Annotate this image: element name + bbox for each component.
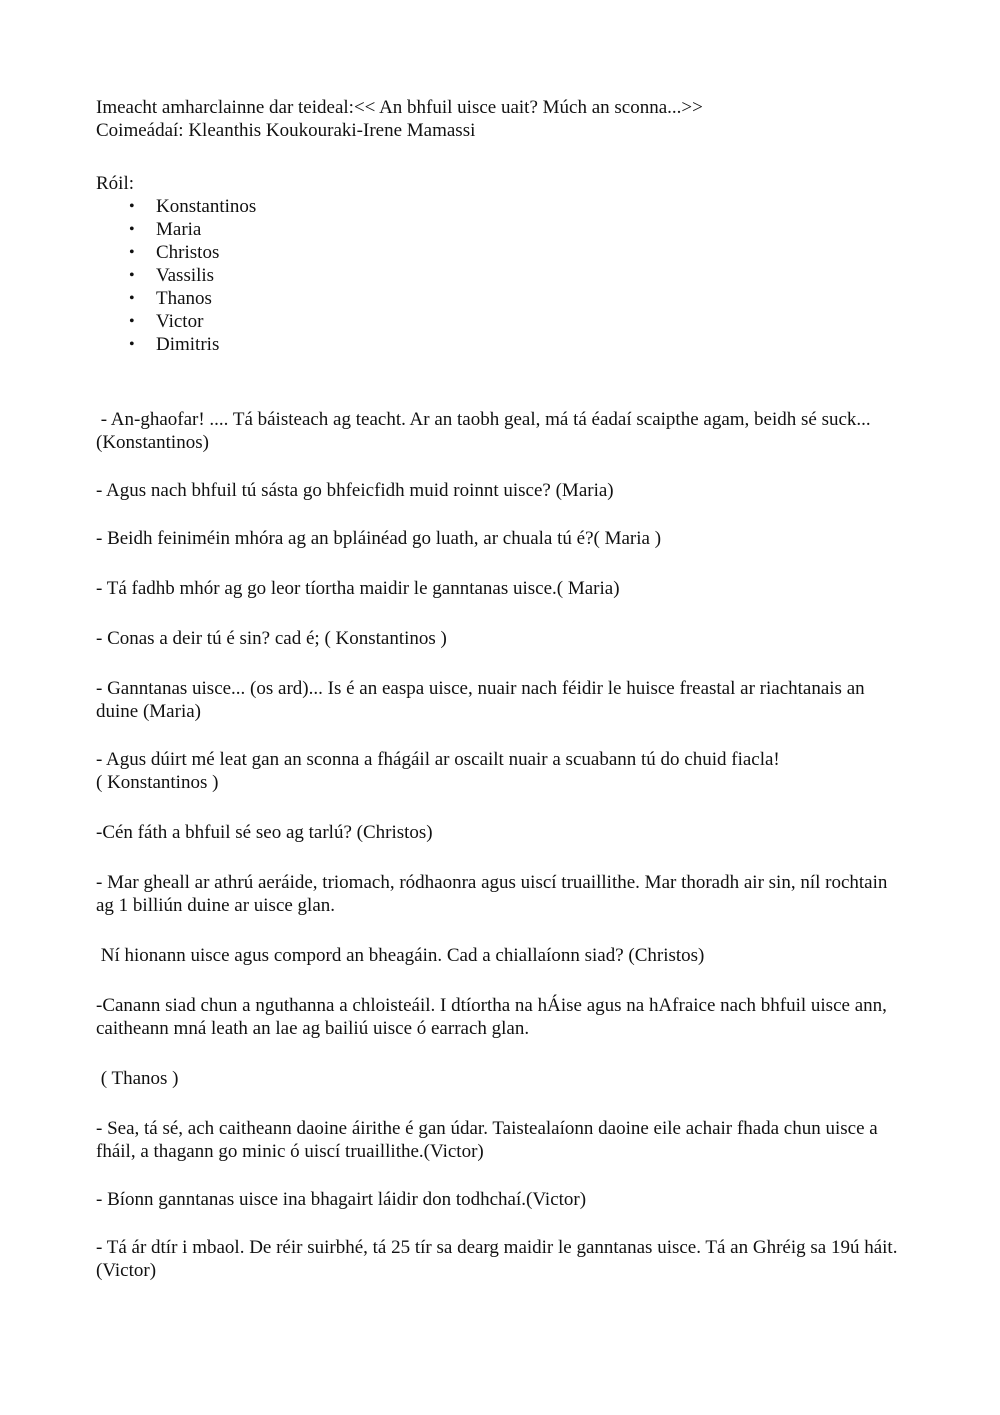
bullet-icon: • (129, 267, 135, 284)
role-name: Thanos (156, 288, 212, 309)
dialogue-line: - Ganntanas uisce... (os ard)... Is é an easpa uisce, nuair nach féidir le huisce freastal ar riachtanais an duine (Maria) (96, 678, 870, 722)
coordinators-line: Coimeádaí: Kleanthis Koukouraki-Irene Mamassi (96, 120, 476, 141)
role-name: Vassilis (156, 265, 215, 286)
document-page (96, 96, 906, 1307)
dialogue-line: - Sea, tá sé, ach caitheann daoine áirithe é gan údar. Taistealaíonn daoine eile achair fhada chun uisce a fháil, a thagann go minic ó uiscí truaillithe.(Victor) (96, 1118, 883, 1162)
role-item (96, 241, 906, 264)
role-name: Victor (156, 311, 204, 332)
dialogue-line: - Tá fadhb mhór ag go leor tíortha maidir le ganntanas uisce.( Maria) (96, 578, 620, 599)
bullet-icon: • (129, 313, 135, 330)
dialogue-line: - Agus nach bhfuil tú sásta go bhfeicfidh muid roinnt uisce? (Maria) (96, 480, 614, 501)
dialogue-line: - Bíonn ganntanas uisce ina bhagairt láidir don todhchaí.(Victor) (96, 1189, 587, 1210)
role-item (96, 310, 906, 333)
role-name: Maria (156, 219, 202, 240)
bullet-icon: • (129, 336, 135, 353)
dialogue-line: - Conas a deir tú é sin? cad é; ( Konstantinos ) (96, 628, 447, 649)
role-item (96, 195, 906, 218)
role-item (96, 333, 906, 356)
dialogue-line: -Cén fáth a bhfuil sé seo ag tarlú? (Christos) (96, 822, 433, 843)
bullet-icon: • (129, 221, 135, 238)
dialogue-line: - Agus dúirt mé leat gan an sconna a fhágáil ar oscailt nuair a scuabann tú do chuid fiacla! ( Konstantinos ) (96, 749, 780, 793)
dialogue-line: - Mar gheall ar athrú aeráide, triomach, ródhaonra agus uiscí truaillithe. Mar thoradh air sin, níl rochtain ag 1 billiún duine ar uisce glan. (96, 872, 893, 916)
bullet-icon: • (129, 198, 135, 215)
bullet-icon: • (129, 244, 135, 261)
dialogue-line: - Tá ár dtír i mbaol. De réir suirbhé, tá 25 tír sa dearg maidir le ganntanas uisce. Tá an Ghréig sa 19ú háit.(Victor) (96, 1237, 898, 1281)
role-name: Dimitris (156, 334, 220, 355)
event-title: Imeacht amharclainne dar teideal:<< An bhfuil uisce uait? Múch an sconna...>> (96, 97, 703, 118)
role-item (96, 264, 906, 287)
role-name: Christos (156, 242, 220, 263)
dialogue-line: Ní hionann uisce agus compord an bheagáin. Cad a chiallaíonn siad? (Christos) (96, 945, 705, 966)
dialogue-line: - An-ghaofar! .... Tá báisteach ag teacht. Ar an taobh geal, má tá éadaí scaipthe agam, beidh sé suck... (Konstantinos) (96, 409, 876, 453)
bullet-icon: • (129, 290, 135, 307)
role-item (96, 218, 906, 241)
dialogue-line: - Beidh feiniméin mhóra ag an bpláinéad go luath, ar chuala tú é?( Maria ) (96, 528, 662, 549)
roles-label: Róil: (96, 173, 135, 194)
role-name: Konstantinos (156, 196, 257, 217)
dialogue-line: ( Thanos ) (96, 1068, 179, 1089)
roles-list (96, 195, 906, 356)
role-item (96, 287, 906, 310)
dialogue-line: -Canann siad chun a nguthanna a chloisteáil. I dtíortha na hÁise agus na hAfraice nach bhfuil uisce ann, caitheann mná leath an lae ag bailiú uisce ó earrach glan. (96, 995, 892, 1039)
dialogue-section (96, 408, 906, 1282)
